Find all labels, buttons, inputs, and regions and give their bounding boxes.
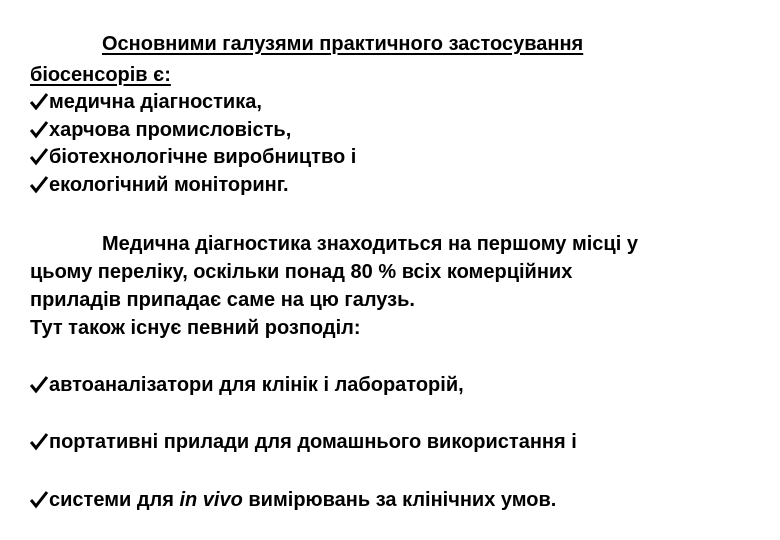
field-item-label: екологічний моніторинг. (49, 174, 289, 196)
checkmark-icon (30, 119, 48, 139)
list-item (30, 373, 464, 397)
checkmark-icon (30, 146, 48, 166)
paragraph-line-4: Тут також існує певний розподіл: (30, 317, 361, 339)
field-item-label: біотехнологічне виробництво і (49, 146, 357, 168)
distribution-item-label: портативні прилади для домашнього використання і (49, 431, 577, 453)
in-vivo-term: in vivo (179, 489, 243, 511)
field-item-label: харчова промисловість, (49, 119, 292, 141)
checkmark-icon (30, 174, 48, 194)
list-item (30, 488, 556, 512)
field-item-label: медична діагностика, (49, 91, 262, 113)
paragraph-line-1: Медична діагностика знаходиться на першому місці у (102, 233, 638, 255)
heading-line-2: біосенсорів є: (30, 64, 171, 86)
checkmark-icon (30, 489, 48, 509)
list-item (30, 90, 262, 114)
checkmark-icon (30, 374, 48, 394)
distribution-item-label: автоаналізатори для клінік і лабораторій, (49, 374, 464, 396)
list-item (30, 118, 291, 142)
list-item (30, 430, 577, 454)
list-item (30, 173, 289, 197)
checkmark-icon (30, 91, 48, 111)
checkmark-icon (30, 431, 48, 451)
heading-line-1: Основними галузями практичного застосування (102, 33, 584, 55)
distribution-item-suffix: вимірювань за клінічних умов. (242, 489, 557, 511)
paragraph-line-3: приладів припадає саме на цю галузь. (30, 289, 415, 311)
list-item (30, 145, 356, 169)
paragraph-line-2: цьому переліку, оскільки понад 80 % всіх комерційних (30, 261, 573, 283)
distribution-item-prefix: системи для (49, 489, 180, 511)
